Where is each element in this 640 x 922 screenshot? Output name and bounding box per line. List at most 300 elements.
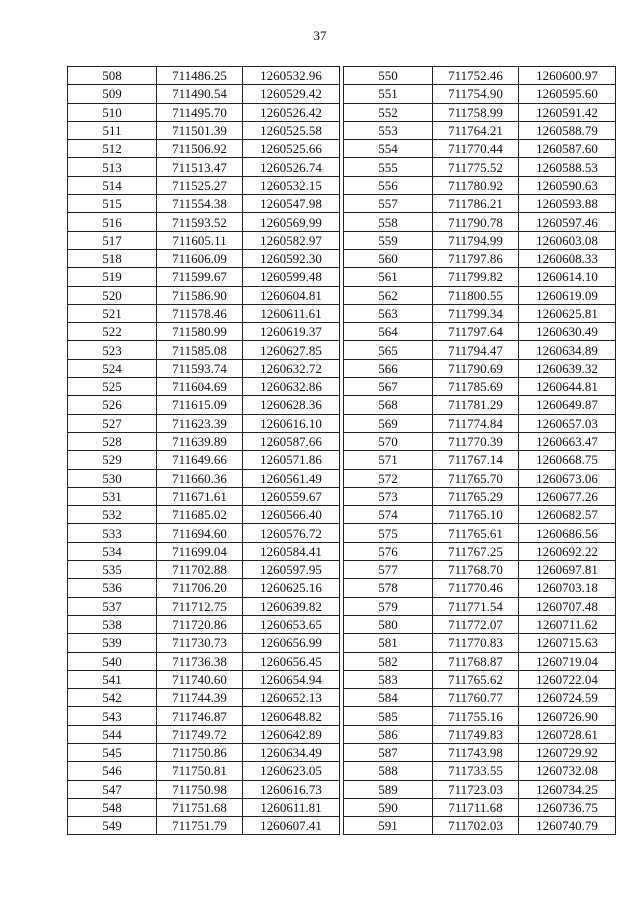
x-coordinate-cell: 711506.92 [157, 140, 243, 158]
x-coordinate-cell: 711765.61 [433, 524, 519, 542]
y-coordinate-cell: 1260707.48 [519, 597, 616, 615]
y-coordinate-cell: 1260692.22 [519, 542, 616, 560]
x-coordinate-cell: 711639.89 [157, 432, 243, 450]
y-coordinate-cell: 1260623.05 [243, 762, 340, 780]
point-number-cell: 523 [68, 341, 157, 359]
page-number: 37 [313, 28, 327, 43]
point-number-cell: 576 [344, 542, 433, 560]
table-row [344, 561, 616, 579]
y-coordinate-cell: 1260653.65 [243, 615, 340, 633]
table-row [344, 634, 616, 652]
x-coordinate-cell: 711786.21 [433, 195, 519, 213]
x-coordinate-cell: 711772.07 [433, 615, 519, 633]
table-row [344, 707, 616, 725]
point-number-cell: 519 [68, 268, 157, 286]
point-number-cell: 570 [344, 432, 433, 450]
table-row [68, 103, 340, 121]
table-row [68, 506, 340, 524]
point-number-cell: 528 [68, 432, 157, 450]
point-number-cell: 536 [68, 579, 157, 597]
x-coordinate-cell: 711797.64 [433, 323, 519, 341]
point-number-cell: 586 [344, 725, 433, 743]
point-number-cell: 558 [344, 213, 433, 231]
x-coordinate-cell: 711764.21 [433, 121, 519, 139]
point-number-cell: 537 [68, 597, 157, 615]
table-row [68, 158, 340, 176]
point-number-cell: 518 [68, 249, 157, 267]
table-row [68, 121, 340, 139]
point-number-cell: 591 [344, 817, 433, 835]
x-coordinate-cell: 711744.39 [157, 689, 243, 707]
y-coordinate-cell: 1260576.72 [243, 524, 340, 542]
table-row [344, 432, 616, 450]
y-coordinate-cell: 1260619.09 [519, 286, 616, 304]
y-coordinate-cell: 1260590.63 [519, 176, 616, 194]
y-coordinate-cell: 1260729.92 [519, 743, 616, 761]
x-coordinate-cell: 711750.81 [157, 762, 243, 780]
point-number-cell: 542 [68, 689, 157, 707]
point-number-cell: 524 [68, 359, 157, 377]
table-row [344, 780, 616, 798]
x-coordinate-cell: 711775.52 [433, 158, 519, 176]
y-coordinate-cell: 1260634.89 [519, 341, 616, 359]
x-coordinate-cell: 711781.29 [433, 396, 519, 414]
y-coordinate-cell: 1260587.60 [519, 140, 616, 158]
y-coordinate-cell: 1260630.49 [519, 323, 616, 341]
table-row [344, 451, 616, 469]
y-coordinate-cell: 1260607.41 [243, 817, 340, 835]
y-coordinate-cell: 1260571.86 [243, 451, 340, 469]
y-coordinate-cell: 1260657.03 [519, 414, 616, 432]
x-coordinate-cell: 711486.25 [157, 67, 243, 85]
point-number-cell: 508 [68, 67, 157, 85]
y-coordinate-cell: 1260656.99 [243, 634, 340, 652]
table-row [344, 469, 616, 487]
y-coordinate-cell: 1260649.87 [519, 396, 616, 414]
x-coordinate-cell: 711578.46 [157, 304, 243, 322]
point-number-cell: 509 [68, 85, 157, 103]
point-number-cell: 571 [344, 451, 433, 469]
table-row [344, 341, 616, 359]
table-row [68, 689, 340, 707]
point-number-cell: 515 [68, 195, 157, 213]
x-coordinate-cell: 711768.70 [433, 561, 519, 579]
point-number-cell: 548 [68, 798, 157, 816]
x-coordinate-cell: 711702.88 [157, 561, 243, 579]
y-coordinate-cell: 1260584.41 [243, 542, 340, 560]
x-coordinate-cell: 711780.92 [433, 176, 519, 194]
y-coordinate-cell: 1260728.61 [519, 725, 616, 743]
table-row [68, 762, 340, 780]
table-row [68, 743, 340, 761]
y-coordinate-cell: 1260652.13 [243, 689, 340, 707]
point-number-cell: 526 [68, 396, 157, 414]
y-coordinate-cell: 1260592.30 [243, 249, 340, 267]
table-row [68, 707, 340, 725]
table-row [68, 85, 340, 103]
y-coordinate-cell: 1260644.81 [519, 378, 616, 396]
x-coordinate-cell: 711794.99 [433, 231, 519, 249]
y-coordinate-cell: 1260525.58 [243, 121, 340, 139]
point-number-cell: 580 [344, 615, 433, 633]
point-number-cell: 527 [68, 414, 157, 432]
point-number-cell: 559 [344, 231, 433, 249]
y-coordinate-cell: 1260648.82 [243, 707, 340, 725]
x-coordinate-cell: 711501.39 [157, 121, 243, 139]
x-coordinate-cell: 711799.34 [433, 304, 519, 322]
table-row [68, 725, 340, 743]
table-row [344, 213, 616, 231]
x-coordinate-cell: 711605.11 [157, 231, 243, 249]
point-number-cell: 574 [344, 506, 433, 524]
point-number-cell: 555 [344, 158, 433, 176]
y-coordinate-cell: 1260532.15 [243, 176, 340, 194]
y-coordinate-cell: 1260608.33 [519, 249, 616, 267]
point-number-cell: 561 [344, 268, 433, 286]
point-number-cell: 549 [68, 817, 157, 835]
y-coordinate-cell: 1260597.46 [519, 213, 616, 231]
x-coordinate-cell: 711751.68 [157, 798, 243, 816]
x-coordinate-cell: 711580.99 [157, 323, 243, 341]
y-coordinate-cell: 1260703.18 [519, 579, 616, 597]
x-coordinate-cell: 711794.47 [433, 341, 519, 359]
table-row [68, 67, 340, 85]
y-coordinate-cell: 1260591.42 [519, 103, 616, 121]
point-number-cell: 560 [344, 249, 433, 267]
y-coordinate-cell: 1260668.75 [519, 451, 616, 469]
point-number-cell: 551 [344, 85, 433, 103]
point-number-cell: 522 [68, 323, 157, 341]
x-coordinate-cell: 711751.79 [157, 817, 243, 835]
table-row [344, 487, 616, 505]
point-number-cell: 569 [344, 414, 433, 432]
table-row [68, 304, 340, 322]
y-coordinate-cell: 1260616.73 [243, 780, 340, 798]
y-coordinate-cell: 1260599.48 [243, 268, 340, 286]
table-row [344, 817, 616, 835]
point-number-cell: 533 [68, 524, 157, 542]
x-coordinate-cell: 711774.84 [433, 414, 519, 432]
table-row [68, 268, 340, 286]
table-row [344, 176, 616, 194]
x-coordinate-cell: 711649.66 [157, 451, 243, 469]
table-row [68, 396, 340, 414]
table-row [68, 213, 340, 231]
table-row [68, 615, 340, 633]
y-coordinate-cell: 1260632.72 [243, 359, 340, 377]
x-coordinate-cell: 711593.52 [157, 213, 243, 231]
y-coordinate-cell: 1260611.81 [243, 798, 340, 816]
table-row [344, 158, 616, 176]
y-coordinate-cell: 1260677.26 [519, 487, 616, 505]
coordinates-table-left [67, 66, 340, 835]
table-row [344, 103, 616, 121]
x-coordinate-cell: 711750.86 [157, 743, 243, 761]
x-coordinate-cell: 711723.03 [433, 780, 519, 798]
y-coordinate-cell: 1260740.79 [519, 817, 616, 835]
x-coordinate-cell: 711711.68 [433, 798, 519, 816]
x-coordinate-cell: 711623.39 [157, 414, 243, 432]
y-coordinate-cell: 1260611.61 [243, 304, 340, 322]
point-number-cell: 565 [344, 341, 433, 359]
coordinates-table-left-body [68, 67, 340, 835]
x-coordinate-cell: 711586.90 [157, 286, 243, 304]
point-number-cell: 587 [344, 743, 433, 761]
point-number-cell: 575 [344, 524, 433, 542]
table-row [344, 743, 616, 761]
y-coordinate-cell: 1260719.04 [519, 652, 616, 670]
x-coordinate-cell: 711770.46 [433, 579, 519, 597]
point-number-cell: 562 [344, 286, 433, 304]
table-row [68, 378, 340, 396]
table-row [344, 524, 616, 542]
table-row [344, 579, 616, 597]
point-number-cell: 513 [68, 158, 157, 176]
x-coordinate-cell: 711706.20 [157, 579, 243, 597]
table-row [68, 561, 340, 579]
table-row [344, 140, 616, 158]
point-number-cell: 520 [68, 286, 157, 304]
x-coordinate-cell: 711771.54 [433, 597, 519, 615]
y-coordinate-cell: 1260559.67 [243, 487, 340, 505]
table-row [344, 414, 616, 432]
x-coordinate-cell: 711660.36 [157, 469, 243, 487]
table-row [344, 725, 616, 743]
point-number-cell: 553 [344, 121, 433, 139]
y-coordinate-cell: 1260529.42 [243, 85, 340, 103]
table-row [68, 670, 340, 688]
table-row [344, 689, 616, 707]
point-number-cell: 534 [68, 542, 157, 560]
point-number-cell: 544 [68, 725, 157, 743]
point-number-cell: 512 [68, 140, 157, 158]
x-coordinate-cell: 711746.87 [157, 707, 243, 725]
table-row [68, 414, 340, 432]
point-number-cell: 563 [344, 304, 433, 322]
y-coordinate-cell: 1260532.96 [243, 67, 340, 85]
table-row [68, 140, 340, 158]
y-coordinate-cell: 1260547.98 [243, 195, 340, 213]
x-coordinate-cell: 711736.38 [157, 652, 243, 670]
point-number-cell: 577 [344, 561, 433, 579]
table-row [68, 597, 340, 615]
point-number-cell: 525 [68, 378, 157, 396]
x-coordinate-cell: 711767.14 [433, 451, 519, 469]
y-coordinate-cell: 1260588.79 [519, 121, 616, 139]
x-coordinate-cell: 711768.87 [433, 652, 519, 670]
table-row [344, 615, 616, 633]
point-number-cell: 547 [68, 780, 157, 798]
table-row [344, 798, 616, 816]
y-coordinate-cell: 1260736.75 [519, 798, 616, 816]
y-coordinate-cell: 1260673.06 [519, 469, 616, 487]
table-row [68, 780, 340, 798]
table-row [68, 487, 340, 505]
y-coordinate-cell: 1260614.10 [519, 268, 616, 286]
x-coordinate-cell: 711749.83 [433, 725, 519, 743]
y-coordinate-cell: 1260588.53 [519, 158, 616, 176]
x-coordinate-cell: 711495.70 [157, 103, 243, 121]
point-number-cell: 581 [344, 634, 433, 652]
point-number-cell: 552 [344, 103, 433, 121]
x-coordinate-cell: 711785.69 [433, 378, 519, 396]
table-row [68, 634, 340, 652]
x-coordinate-cell: 711720.86 [157, 615, 243, 633]
x-coordinate-cell: 711760.77 [433, 689, 519, 707]
point-number-cell: 510 [68, 103, 157, 121]
table-row [344, 762, 616, 780]
y-coordinate-cell: 1260715.63 [519, 634, 616, 652]
y-coordinate-cell: 1260682.57 [519, 506, 616, 524]
x-coordinate-cell: 711743.98 [433, 743, 519, 761]
x-coordinate-cell: 711770.39 [433, 432, 519, 450]
y-coordinate-cell: 1260639.32 [519, 359, 616, 377]
point-number-cell: 590 [344, 798, 433, 816]
table-row [344, 359, 616, 377]
y-coordinate-cell: 1260625.81 [519, 304, 616, 322]
point-number-cell: 568 [344, 396, 433, 414]
y-coordinate-cell: 1260566.40 [243, 506, 340, 524]
point-number-cell: 546 [68, 762, 157, 780]
y-coordinate-cell: 1260525.66 [243, 140, 340, 158]
x-coordinate-cell: 711755.16 [433, 707, 519, 725]
table-row [68, 231, 340, 249]
point-number-cell: 530 [68, 469, 157, 487]
point-number-cell: 585 [344, 707, 433, 725]
x-coordinate-cell: 711585.08 [157, 341, 243, 359]
x-coordinate-cell: 711490.54 [157, 85, 243, 103]
x-coordinate-cell: 711750.98 [157, 780, 243, 798]
point-number-cell: 532 [68, 506, 157, 524]
x-coordinate-cell: 711770.44 [433, 140, 519, 158]
y-coordinate-cell: 1260569.99 [243, 213, 340, 231]
y-coordinate-cell: 1260593.88 [519, 195, 616, 213]
y-coordinate-cell: 1260603.08 [519, 231, 616, 249]
point-number-cell: 541 [68, 670, 157, 688]
x-coordinate-cell: 711749.72 [157, 725, 243, 743]
table-row [68, 542, 340, 560]
x-coordinate-cell: 711770.83 [433, 634, 519, 652]
y-coordinate-cell: 1260634.49 [243, 743, 340, 761]
x-coordinate-cell: 711733.55 [433, 762, 519, 780]
table-row [344, 85, 616, 103]
point-number-cell: 567 [344, 378, 433, 396]
x-coordinate-cell: 711525.27 [157, 176, 243, 194]
table-row [68, 286, 340, 304]
x-coordinate-cell: 711554.38 [157, 195, 243, 213]
x-coordinate-cell: 711752.46 [433, 67, 519, 85]
coordinates-table-right [343, 66, 616, 835]
y-coordinate-cell: 1260711.62 [519, 615, 616, 633]
table-row [68, 451, 340, 469]
table-row [344, 195, 616, 213]
x-coordinate-cell: 711694.60 [157, 524, 243, 542]
point-number-cell: 538 [68, 615, 157, 633]
y-coordinate-cell: 1260526.42 [243, 103, 340, 121]
table-row [344, 323, 616, 341]
point-number-cell: 521 [68, 304, 157, 322]
point-number-cell: 557 [344, 195, 433, 213]
y-coordinate-cell: 1260632.86 [243, 378, 340, 396]
point-number-cell: 529 [68, 451, 157, 469]
y-coordinate-cell: 1260616.10 [243, 414, 340, 432]
x-coordinate-cell: 711606.09 [157, 249, 243, 267]
x-coordinate-cell: 711754.90 [433, 85, 519, 103]
table-row [344, 268, 616, 286]
x-coordinate-cell: 711799.82 [433, 268, 519, 286]
table-row [344, 67, 616, 85]
table-row [68, 469, 340, 487]
table-row [68, 195, 340, 213]
table-row [344, 378, 616, 396]
point-number-cell: 554 [344, 140, 433, 158]
point-number-cell: 589 [344, 780, 433, 798]
y-coordinate-cell: 1260639.82 [243, 597, 340, 615]
table-row [68, 341, 340, 359]
point-number-cell: 584 [344, 689, 433, 707]
point-number-cell: 566 [344, 359, 433, 377]
table-row [344, 396, 616, 414]
point-number-cell: 540 [68, 652, 157, 670]
y-coordinate-cell: 1260697.81 [519, 561, 616, 579]
point-number-cell: 531 [68, 487, 157, 505]
table-row [344, 597, 616, 615]
x-coordinate-cell: 711790.69 [433, 359, 519, 377]
table-row [344, 670, 616, 688]
x-coordinate-cell: 711765.10 [433, 506, 519, 524]
x-coordinate-cell: 711800.55 [433, 286, 519, 304]
y-coordinate-cell: 1260597.95 [243, 561, 340, 579]
point-number-cell: 545 [68, 743, 157, 761]
x-coordinate-cell: 711702.03 [433, 817, 519, 835]
table-row [68, 524, 340, 542]
coordinates-table-right-body [344, 67, 616, 835]
y-coordinate-cell: 1260726.90 [519, 707, 616, 725]
point-number-cell: 539 [68, 634, 157, 652]
x-coordinate-cell: 711765.29 [433, 487, 519, 505]
table-row [68, 323, 340, 341]
point-number-cell: 556 [344, 176, 433, 194]
x-coordinate-cell: 711765.62 [433, 670, 519, 688]
y-coordinate-cell: 1260724.59 [519, 689, 616, 707]
y-coordinate-cell: 1260722.04 [519, 670, 616, 688]
x-coordinate-cell: 711767.25 [433, 542, 519, 560]
x-coordinate-cell: 711671.61 [157, 487, 243, 505]
table-row [68, 579, 340, 597]
y-coordinate-cell: 1260628.36 [243, 396, 340, 414]
table-row [68, 798, 340, 816]
table-row [68, 249, 340, 267]
y-coordinate-cell: 1260600.97 [519, 67, 616, 85]
table-row [344, 121, 616, 139]
y-coordinate-cell: 1260654.94 [243, 670, 340, 688]
point-number-cell: 578 [344, 579, 433, 597]
point-number-cell: 535 [68, 561, 157, 579]
table-row [68, 432, 340, 450]
table-row [344, 286, 616, 304]
table-row [68, 359, 340, 377]
table-row [344, 652, 616, 670]
x-coordinate-cell: 711765.70 [433, 469, 519, 487]
point-number-cell: 516 [68, 213, 157, 231]
table-row [344, 249, 616, 267]
y-coordinate-cell: 1260587.66 [243, 432, 340, 450]
y-coordinate-cell: 1260625.16 [243, 579, 340, 597]
x-coordinate-cell: 711513.47 [157, 158, 243, 176]
y-coordinate-cell: 1260582.97 [243, 231, 340, 249]
x-coordinate-cell: 711758.99 [433, 103, 519, 121]
table-row [68, 817, 340, 835]
